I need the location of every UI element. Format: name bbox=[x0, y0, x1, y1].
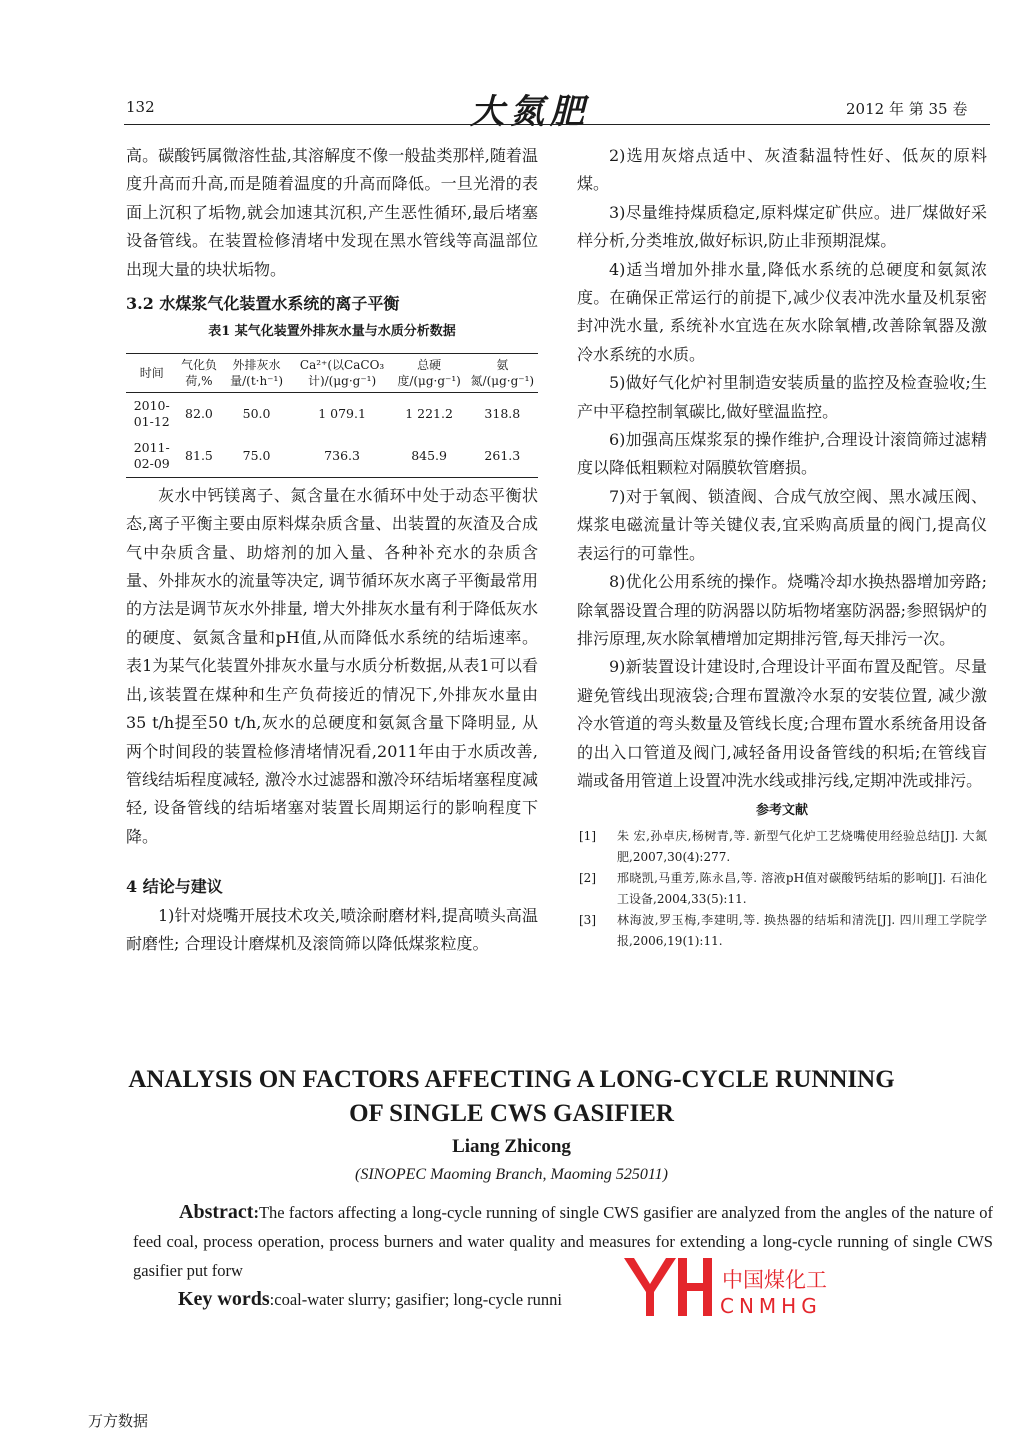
conclusion-item: 2)选用灰熔点适中、灰渣黏温特性好、低灰的原料煤。 bbox=[577, 146, 987, 194]
section-heading-4: 4 结论与建议 bbox=[126, 877, 223, 897]
english-title bbox=[0, 1063, 1023, 1131]
english-title-line-1: ANALYSIS ON FACTORS AFFECTING A LONG-CYCLE RUNNING bbox=[128, 1066, 895, 1093]
english-keywords: Key words:coal-water slurry; gasifier; long-cycle runni bbox=[178, 1288, 562, 1310]
reference-text: 邢晓凯,马重芳,陈永昌,等. 溶液pH值对碳酸钙结垢的影响[J]. 石油化工设备,2004,33(5):11. bbox=[617, 870, 987, 906]
keywords-text: coal-water slurry; gasifier; long-cycle runni bbox=[274, 1290, 562, 1309]
references-heading: 参考文献 bbox=[755, 803, 808, 819]
watermark-name-en: CNMHG bbox=[720, 1294, 822, 1318]
conclusion-item: 5)做好气化炉衬里制造安装质量的监控及检查验收;生产中平稳控制氧碳比,做好壁温监控。 bbox=[577, 373, 987, 421]
conclusion-item: 6)加强高压煤浆泵的操作维护,合理设计滚筒筛过滤精度以降低粗颗粒对隔膜软管磨损。 bbox=[577, 430, 987, 478]
reference-text: 林海波,罗玉梅,李建明,等. 换热器的结垢和清洗[J]. 四川理工学院学报,2006,19(1):11. bbox=[617, 912, 987, 948]
table-header: Ca²⁺(以CaCO₃计)/(μg·g⁻¹) bbox=[293, 353, 392, 392]
english-abstract: Abstract:The factors affecting a long-cycle running of single CWS gasifier are analyzed from the angles of the nature of feed coal, process operation, process burners and water quality and measures for extending a long-cycle running of single CWS gasifier put forw bbox=[133, 1201, 993, 1280]
watermark-name-cn: 中国煤化工 bbox=[722, 1268, 827, 1292]
table-cell: 2010-01-12 bbox=[133, 397, 170, 429]
page-number: 132 bbox=[126, 98, 155, 116]
reference-number: [3] bbox=[579, 912, 596, 927]
left-column bbox=[126, 142, 538, 958]
reference-number: [2] bbox=[579, 870, 596, 885]
conclusion-item: 4)适当增加外排水量,降低水系统的总硬度和氨氮浓度。在确保正常运行的前提下,减少仪表冲洗水量及机泵密封冲洗水量, 系统补水宜选在灰水除氧槽,改善除氧器及激冷水系统的水质。 bbox=[577, 259, 987, 364]
english-title-line-2: OF SINGLE CWS GASIFIER bbox=[349, 1100, 674, 1127]
table-header: 气化负荷,% bbox=[177, 353, 220, 392]
paragraph-continued: 高。碳酸钙属微溶性盐,其溶解度不像一般盐类那样,随着温度升高而升高,而是随着温度的升高而降低。一旦光滑的表面上沉积了垢物,就会加速其沉积,产生恶性循环,最后堵塞设备管线。在装置检修清堵中发现在黑水管线等高温部位出现大量的块状垢物。 bbox=[126, 146, 538, 279]
table-row bbox=[126, 435, 538, 478]
table-cell: 1 079.1 bbox=[318, 405, 366, 421]
table-cell: 261.3 bbox=[467, 435, 538, 478]
conclusion-item: 8)优化公用系统的操作。烧嘴冷却水换热器增加旁路; 除氧器设置合理的防涡器以防垢物堵塞防涡器;参照锅炉的排污原理,灰水除氧槽增加定期排污管,每天排污一次。 bbox=[577, 572, 987, 648]
conclusion-item: 3)尽量维持煤质稳定,原料煤定矿供应。进厂煤做好采样分析,分类堆放,做好标识,防止非预期混煤。 bbox=[577, 202, 987, 251]
right-column bbox=[577, 142, 987, 952]
table-header: 氨氮/(μg·g⁻¹) bbox=[467, 353, 538, 392]
table-cell: 2011-02-09 bbox=[126, 435, 177, 478]
conclusion-item: 7)对于氧阀、锁渣阀、合成气放空阀、黑水减压阀、煤浆电磁流量计等关键仪表,宜采购高质量的阀门,提高仪表运行的可靠性。 bbox=[577, 486, 987, 563]
table-cell: 81.5 bbox=[177, 435, 220, 478]
reference-item bbox=[577, 910, 987, 952]
abstract-text: The factors affecting a long-cycle running of single CWS gasifier are analyzed from the angles of the nature of feed coal, process operation, process burners and water quality and measures for extending a long-cycle running of single CWS gasifier put forw bbox=[133, 1203, 993, 1280]
journal-title: 大氮肥 bbox=[470, 92, 590, 132]
english-author: Liang Zhicong bbox=[452, 1136, 571, 1157]
table-cell: 82.0 bbox=[185, 405, 213, 421]
table-cell: 75.0 bbox=[221, 435, 293, 478]
table-row bbox=[126, 392, 538, 435]
journal-issue: 2012 年 第 35 卷 bbox=[846, 100, 968, 118]
conclusion-item: 9)新装置设计建设时,合理设计平面布置及配管。尽量避免管线出现液袋;合理布置激冷水泵的安装位置, 减少激冷水管道的弯头数量及管线长度;合理布置水系统备用设备的出入口管道及阀门,减轻备用设备管线的积垢;在管线盲端或备用管道上设置冲洗水线或排污线,定期冲洗或排污。 bbox=[577, 657, 987, 790]
reference-number: [1] bbox=[579, 828, 596, 843]
keywords-label: Key words bbox=[178, 1288, 270, 1310]
table-cell: 1 221.2 bbox=[405, 405, 453, 421]
table-cell: 318.8 bbox=[484, 405, 521, 421]
section-heading-3-2: 3.2 水煤浆气化装置水系统的离子平衡 bbox=[126, 294, 400, 314]
paragraph-ion-balance: 灰水中钙镁离子、氮含量在水循环中处于动态平衡状态,离子平衡主要由原料煤杂质含量、出装置的灰渣及合成气中杂质含量、助熔剂的加入量、各种补充水的杂质含量、外排灰水的流量等决定, 调节循环灰水离子平衡最常用的方法是调节灰水外排量, 增大外排灰水量有利于降低灰水的硬度、氨氮含量和pH值,从而降低水系统的结垢速率。表1为某气化装置外排灰水量与水质分析数据,从表1可以看出,该装置在煤种和生产负荷接近的情况下,外排灰水量由35 t/h提至50 t/h,灰水的总硬度和氨氮含量下降明显, 从两个时间段的装置检修清堵情况看,2011年由于水质改善,管线结垢程度减轻, 激冷水过滤器和激冷环结垢堵塞程度减轻, 设备管线的结垢堵塞对装置长周期运行的影响程度下降。 bbox=[126, 485, 538, 846]
footer-source: 万方数据 bbox=[88, 1412, 149, 1430]
english-affiliation: (SINOPEC Maoming Branch, Maoming 525011) bbox=[355, 1166, 668, 1183]
table-header: 总硬度/(μg·g⁻¹) bbox=[392, 353, 467, 392]
table-header: 时间 bbox=[126, 353, 177, 392]
table-cell: 50.0 bbox=[242, 405, 271, 421]
reference-item bbox=[577, 826, 987, 868]
conclusion-item-1: 1)针对烧嘴开展技术攻关,喷涂耐磨材料,提高喷头高温耐磨性; 合理设计磨煤机及滚筒筛以降低煤浆粒度。 bbox=[126, 905, 538, 953]
abstract-label: Abstract bbox=[179, 1201, 254, 1223]
reference-text: 朱 宏,孙卓庆,杨树青,等. 新型气化炉工艺烧嘴使用经验总结[J]. 大氮肥,2007,30(4):277. bbox=[617, 828, 987, 864]
table-cell: 736.3 bbox=[293, 435, 392, 478]
table-cell: 845.9 bbox=[392, 435, 467, 478]
reference-item bbox=[577, 868, 987, 910]
table-header: 外排灰水量/(t·h⁻¹) bbox=[221, 353, 293, 392]
table-title: 表1 某气化装置外排灰水量与水质分析数据 bbox=[208, 324, 456, 340]
header-rule bbox=[124, 124, 990, 125]
data-table bbox=[126, 353, 538, 478]
cnmhg-logo-icon bbox=[624, 1258, 712, 1316]
